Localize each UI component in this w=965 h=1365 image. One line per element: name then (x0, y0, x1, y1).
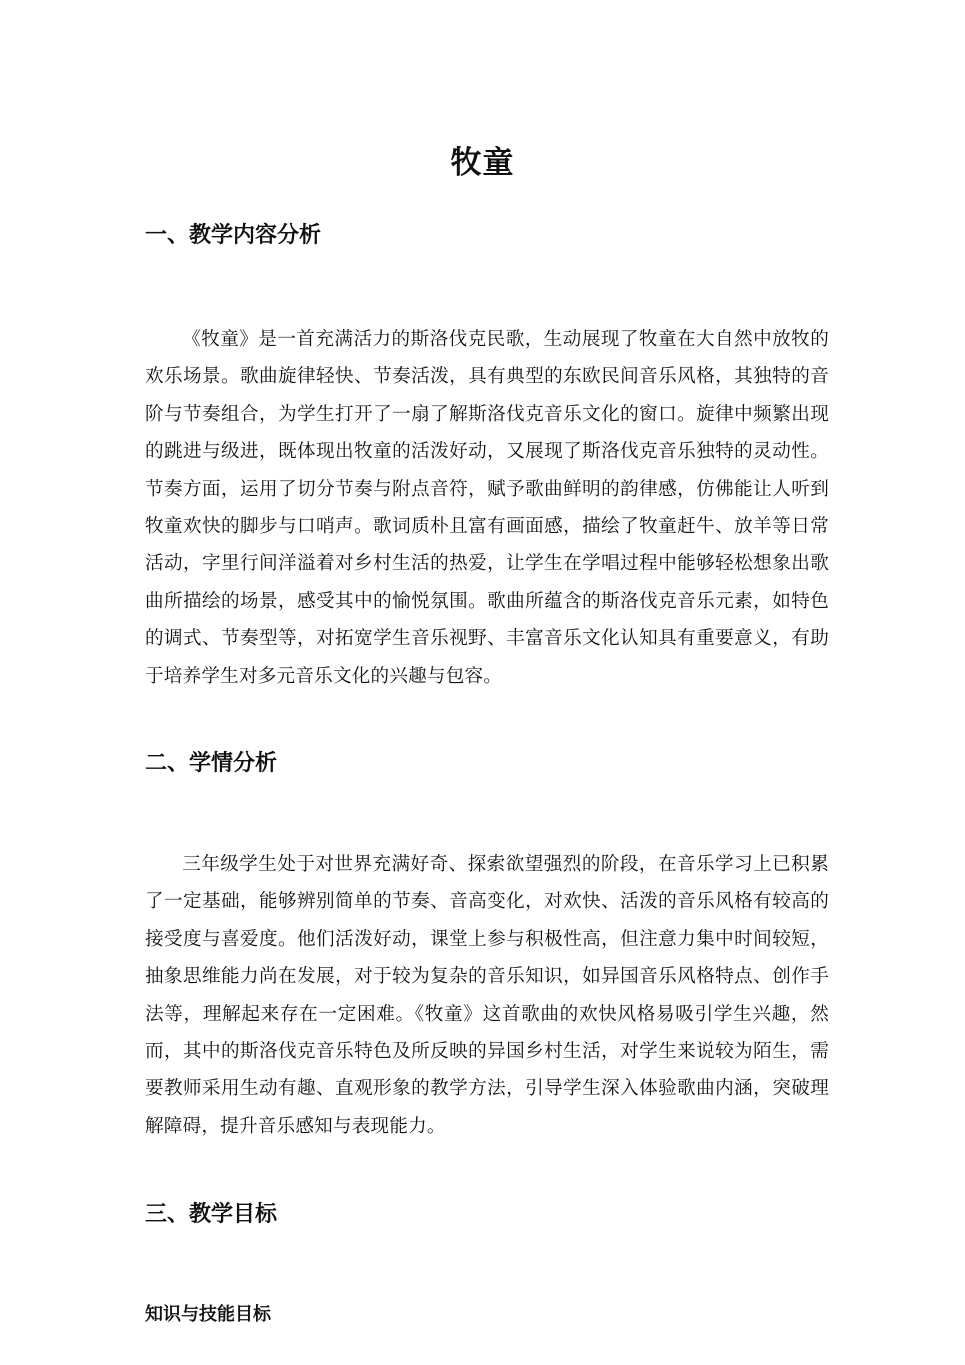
section-heading-content-analysis: 一、教学内容分析 (145, 223, 322, 248)
section-paragraph-student-analysis: 三年级学生处于对世界充满好奇、探索欲望强烈的阶段，在音乐学习上已积累了一定基础，能够辨别简单的节奏、音高变化，对欢快、活泼的音乐风格有较高的接受度与喜爱度。他们活泼好动，课堂上参与积极性高，但注意力集中时间较短，抽象思维能力尚在发展，对于较为复杂的音乐知识，如异国音乐风格特点、创作手法等，理解起来存在一定困难。《牧童》这首歌曲的欢快风格易吸引学生兴趣，然而，其中的斯洛伐克音乐特色及所反映的异国乡村生活，对学生来说较为陌生，需要教师采用生动有趣、直观形象的教学方法，引导学生深入体验歌曲内涵，突破理解障碍，提升音乐感知与表现能力。 (145, 854, 829, 1137)
section-heading-student-analysis: 二、学情分析 (145, 751, 278, 776)
document-title: 牧童 (450, 144, 515, 181)
section-heading-teaching-goals: 三、教学目标 (145, 1202, 278, 1227)
subheading-knowledge-skills: 知识与技能目标 (145, 1304, 271, 1325)
section-paragraph-content-analysis: 《牧童》是一首充满活力的斯洛伐克民歌，生动展现了牧童在大自然中放牧的欢乐场景。歌曲旋律轻快、节奏活泼，具有典型的东欧民间音乐风格，其独特的音阶与节奏组合，为学生打开了一扇了解斯洛伐克音乐文化的窗口。旋律中频繁出现的跳进与级进，既体现出牧童的活泼好动，又展现了斯洛伐克音乐独特的灵动性。节奏方面，运用了切分节奏与附点音符，赋予歌曲鲜明的韵律感，仿佛能让人听到牧童欢快的脚步与口哨声。歌词质朴且富有画面感，描绘了牧童赶牛、放羊等日常活动，字里行间洋溢着对乡村生活的热爱，让学生在学唱过程中能够轻松想象出歌曲所描绘的场景，感受其中的愉悦氛围。歌曲所蕴含的斯洛伐克音乐元素，如特色的调式、节奏型等，对拓宽学生音乐视野、丰富音乐文化认知具有重要意义，有助于培养学生对多元音乐文化的兴趣与包容。 (145, 329, 829, 687)
